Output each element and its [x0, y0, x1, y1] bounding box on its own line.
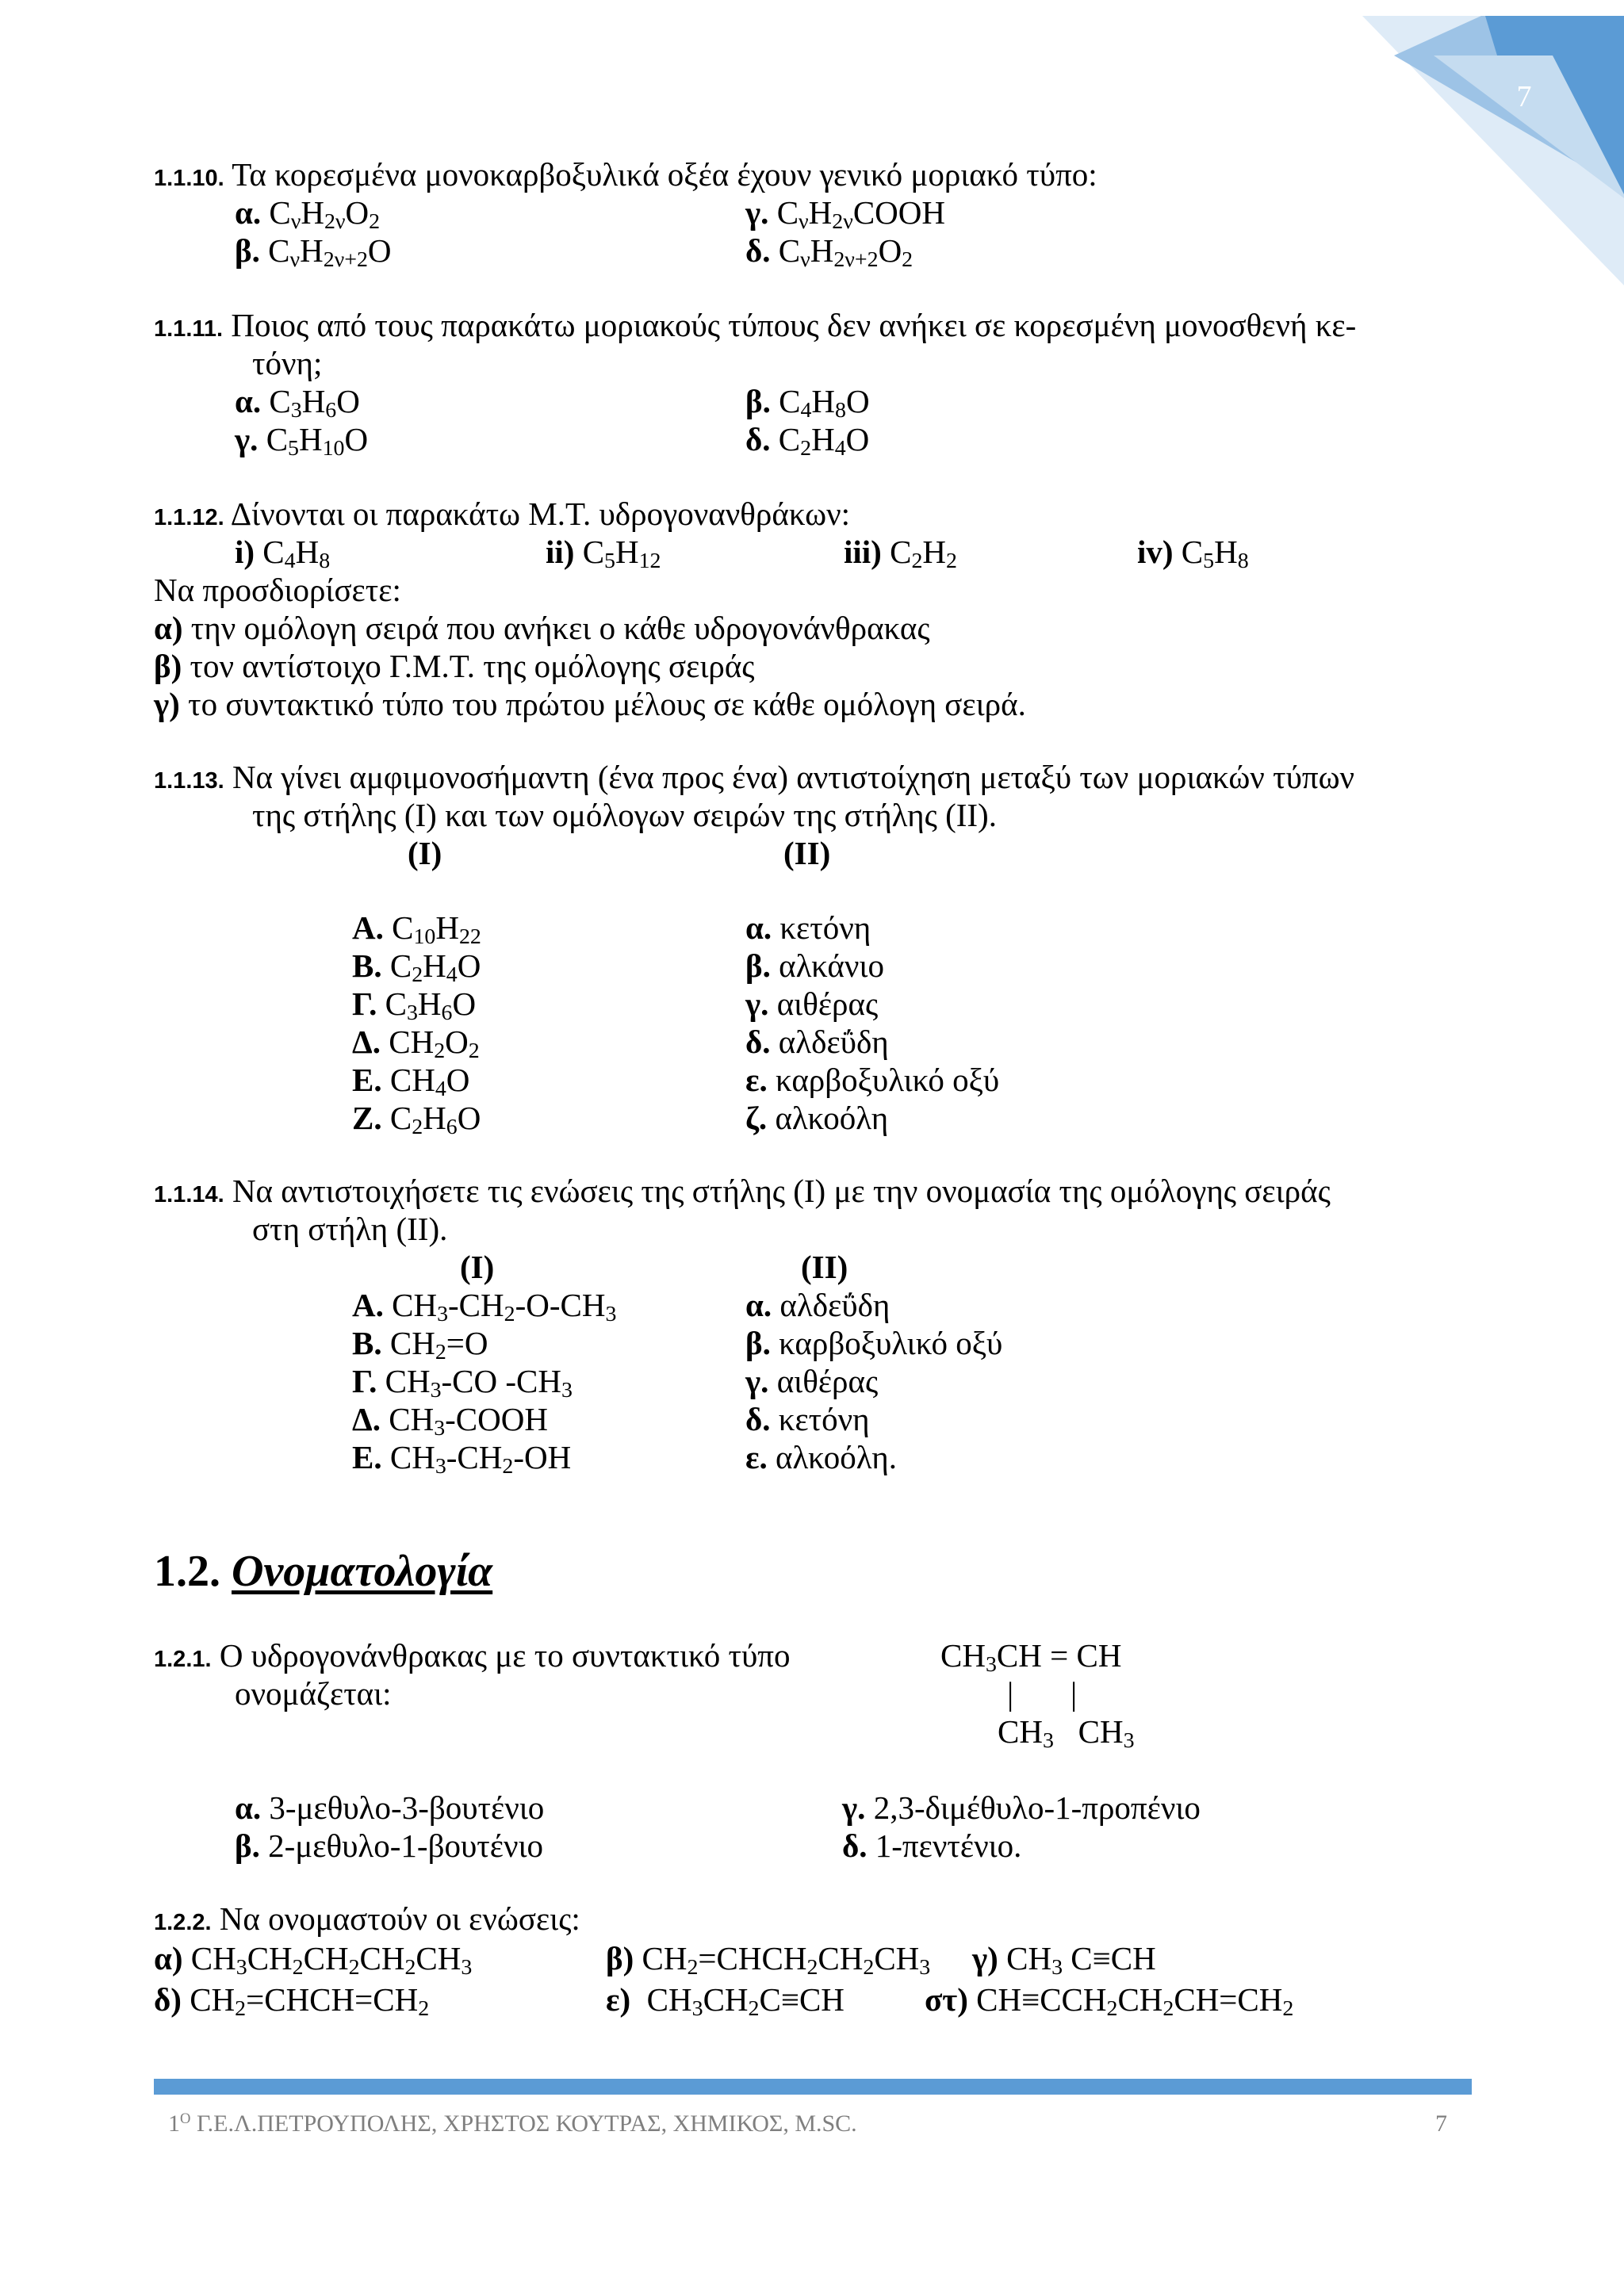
footer-bar [154, 2079, 1472, 2095]
question-1-1-11 [154, 306, 1356, 348]
option-c: γ. $C_5H_{10}O$ [235, 421, 369, 461]
structural-formula-bonds: | | [1007, 1675, 1078, 1712]
question-number: 1.1.10. [154, 166, 224, 191]
right-item: δ. κετόνη [745, 1401, 870, 1437]
left-item: Γ. $C_3H_6O$ [352, 985, 477, 1026]
section-heading [154, 1546, 492, 1597]
page-corner-decoration [1259, 0, 1624, 285]
question-1-1-10 [154, 155, 1097, 197]
structural-formula-main: $CH_3CH$ = CH [940, 1637, 1122, 1678]
question-text: Να γίνει αμφιμονοσήμαντη (ένα προς ένα) αντιστοίχηση μεταξύ των μοριακών τύπων [232, 759, 1355, 795]
question-1-2-1 [154, 1636, 791, 1678]
formula-ii: ii) $C_5H_{12}$ [546, 534, 661, 574]
question-number: 1.1.13. [154, 768, 224, 794]
left-item: Α. $CH_3-CH_2-O-CH_3$ [352, 1287, 617, 1327]
option-c: γ. $C_\nu H_{2\nu}COOH$ [745, 194, 945, 235]
option-a: α. $C_3H_6O$ [235, 383, 360, 423]
question-text: Τα κορεσμένα μονοκαρβοξυλικά οξέα έχουν γενικό μοριακό τύπο: [232, 156, 1097, 193]
question-text-cont: ονομάζεται: [235, 1675, 392, 1712]
right-item: β. καρβοξυλικό οξύ [745, 1325, 1003, 1361]
option-c: γ. 2,3-διμέθυλο-1-προπένιο [842, 1789, 1201, 1826]
question-text-cont: στη στήλη (ΙΙ). [252, 1211, 448, 1247]
option-a: α. 3-μεθυλο-3-βουτένιο [235, 1789, 545, 1826]
section-number: 1.2. [154, 1547, 220, 1596]
left-item: Γ. $CH_3-CO$ $-CH_3$ [352, 1363, 573, 1403]
option-d: δ. $C_\nu H_{2\nu+2}O_2$ [745, 232, 914, 273]
compound-d: δ) $CH_2=CHCH=CH_2$ [154, 1981, 430, 2022]
formula-iv: iv) $C_5H_8$ [1137, 534, 1249, 574]
question-1-2-2 [154, 1900, 580, 1942]
left-item: Ζ. $C_2H_6O$ [352, 1100, 481, 1140]
option-b: β. $C_4H_8O$ [745, 383, 870, 423]
column-header-2: (ΙΙ) [783, 835, 831, 871]
option-a: α. $C_\nu H_{2\nu}O_2$ [235, 194, 381, 235]
question-text: Δίνονται οι παρακάτω Μ.Τ. υδρογονανθράκων: [230, 496, 851, 532]
left-item: Β. $CH_2=O$ [352, 1325, 488, 1365]
option-b: β. $C_\nu H_{2\nu+2}O$ [235, 232, 392, 273]
compound-c: γ) $CH_3$ C≡CH [972, 1940, 1156, 1980]
left-item: Δ. $CH_3$-COOH [352, 1401, 548, 1441]
right-item: α. κετόνη [745, 909, 871, 946]
right-item: β. αλκάνιο [745, 947, 884, 984]
column-header-2: (ΙΙ) [801, 1249, 848, 1285]
page-number-top: 7 [1516, 80, 1532, 113]
question-1-1-14 [154, 1172, 1331, 1214]
question-1-1-12 [154, 495, 850, 537]
option-b: β. 2-μεθυλο-1-βουτένιο [235, 1827, 544, 1864]
question-text-cont: τόνη; [252, 345, 323, 381]
question-text: Ο υδρογονάνθρακας με το συντακτικό τύπο [219, 1637, 791, 1674]
sub-question-b: β) τον αντίστοιχο Γ.Μ.Τ. της ομόλογης σειράς [154, 648, 755, 684]
right-item: γ. αιθέρας [745, 1363, 879, 1399]
right-item: ε. αλκοόλη. [745, 1439, 898, 1475]
question-text-cont: της στήλης (Ι) και των ομόλογων σειρών της στήλης (ΙΙ). [252, 797, 997, 833]
question-number: 1.2.2. [154, 1910, 212, 1935]
right-item: ζ. αλκοόλη [745, 1100, 889, 1136]
right-item: α. αλδεΰδη [745, 1287, 891, 1323]
option-d: δ. 1-πεντένιο. [842, 1827, 1022, 1864]
compound-f: στ) $CH\equiv CCH_2CH_2CH=CH_2$ [925, 1981, 1294, 2022]
left-item: Ε. $CH_3-CH_2-OH$ [352, 1439, 572, 1479]
question-number: 1.2.1. [154, 1647, 212, 1672]
footer-text: $1^O$ Γ.Ε.Λ.ΠΕΤΡΟΥΠΟΛΗΣ, ΧΡΗΣΤΟΣ ΚΟΥΤΡΑΣ, ΧΗΜΙΚΟΣ, M.SC. [168, 2110, 857, 2137]
formula-iii: iii) $C_2H_2$ [844, 534, 957, 574]
footer-page-number: 7 [1435, 2110, 1447, 2137]
structural-formula-branches: $CH_3$ $CH_3$ [998, 1713, 1135, 1754]
formula-i: i) $C_4H_8$ [235, 534, 331, 574]
question-text: Να ονομαστούν οι ενώσεις: [219, 1900, 580, 1937]
compound-a: α) $CH_3CH_2CH_2CH_2CH_3$ [154, 1940, 473, 1980]
question-text: Ποιος από τους παρακάτω μοριακούς τύπους δεν ανήκει σε κορεσμένη μονοσθενή κε- [231, 307, 1357, 343]
section-title: Ονοματολογία [232, 1547, 493, 1596]
right-item: γ. αιθέρας [745, 985, 879, 1022]
option-d: δ. $C_2H_4O$ [745, 421, 870, 461]
left-item: Α. $C_{10}H_{22}$ [352, 909, 481, 950]
left-item: Β. $C_2H_4O$ [352, 947, 481, 988]
column-header-1: (Ι) [460, 1249, 495, 1285]
right-item: δ. αλδεΰδη [745, 1024, 889, 1060]
compound-e: ε) $CH_3CH_2C\equiv CH$ [606, 1981, 845, 2022]
sub-question-a: α) την ομόλογη σειρά που ανήκει ο κάθε υδρογονάνθρακας [154, 610, 930, 646]
question-number: 1.1.11. [154, 316, 224, 342]
question-number: 1.1.14. [154, 1182, 224, 1207]
ask-text: Να προσδιορίσετε: [154, 572, 401, 608]
question-1-1-13 [154, 758, 1354, 800]
right-item: ε. καρβοξυλικό οξύ [745, 1062, 1000, 1098]
question-text: Να αντιστοιχήσετε τις ενώσεις της στήλης (Ι) με την ονομασία της ομόλογης σειράς [232, 1173, 1331, 1209]
column-header-1: (Ι) [408, 835, 442, 871]
question-number: 1.1.12. [154, 505, 224, 530]
left-item: Ε. $CH_4O$ [352, 1062, 470, 1102]
sub-question-c: γ) το συντακτικό τύπο του πρώτου μέλους σε κάθε ομόλογη σειρά. [154, 686, 1026, 722]
left-item: Δ. $CH_2O_2$ [352, 1024, 480, 1064]
compound-b: β) $CH_2=CHCH_2CH_2CH_3$ [606, 1940, 931, 1980]
